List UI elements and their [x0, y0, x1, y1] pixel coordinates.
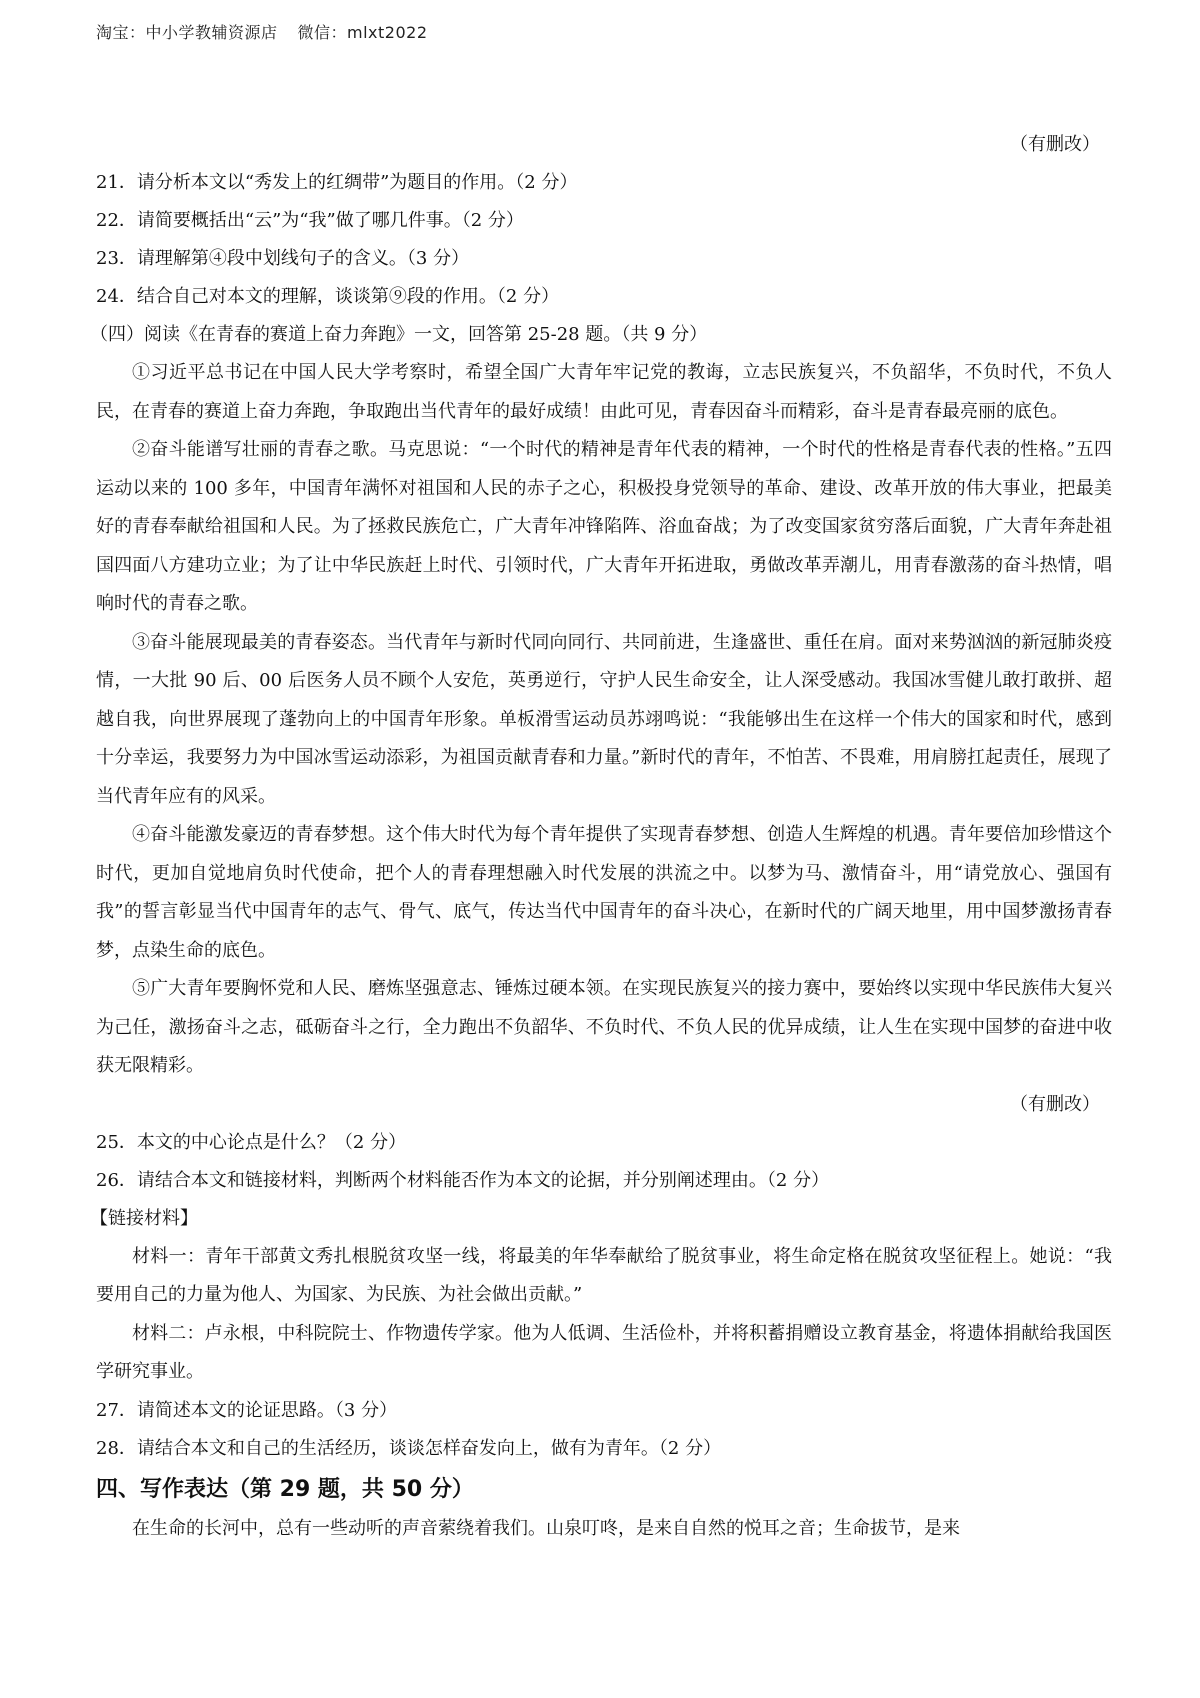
- material-1: 材料一：青年干部黄文秀扎根脱贫攻坚一线，将最美的年华奉献给了脱贫事业，将生命定格在脱贫攻坚征程上。她说：“我要用自己的力量为他人、为国家、为民族、为社会做出贡献。”: [96, 1245, 1112, 1305]
- question-25: 25．本文的中心论点是什么？（2 分）: [96, 1131, 407, 1153]
- paragraph-2: ②奋斗能谱写壮丽的青春之歌。马克思说：“一个时代的精神是青年代表的精神，一个时代的性格是青春代表的性格。”五四运动以来的 100 多年，中国青年满怀对祖国和人民的赤子之心，积极投身党领导的革命、建设、改革开放的伟大事业，把最美好的青春奉献给祖国和人民。为了拯救民族危亡，广大青年冲锋陷阵、浴血奋战；为了改变国家贫穷落后面貌，广大青年奔赴祖国四面八方建功立业；为了让中华民族赶上时代、引领时代，广大青年开拓进取，勇做改革弄潮儿，用青春激荡的奋斗热情，唱响时代的青春之歌。: [96, 439, 1112, 614]
- writing-prompt: 在生命的长河中，总有一些动听的声音萦绕着我们。山泉叮咚，是来自自然的悦耳之音；生命拔节，是来: [132, 1517, 960, 1539]
- document-body: [90, 126, 1112, 1548]
- question-28: 28．请结合本文和自己的生活经历，谈谈怎样奋发向上，做有为青年。（2 分）: [96, 1437, 722, 1459]
- link-material-heading: 【链接材料】: [90, 1207, 198, 1229]
- wechat-id: 微信：mlxt2022: [297, 23, 428, 42]
- paragraph-3: ③奋斗能展现最美的青春姿态。当代青年与新时代同向同行、共同前进，生逢盛世、重任在肩。面对来势汹汹的新冠肺炎疫情，一大批 90 后、00 后医务人员不顾个人安危，英勇逆行，守护人民生命安全，让人深受感动。我国冰雪健儿敢打敢拼、超越自我，向世界展现了蓬勃向上的中国青年形象。单板滑雪运动员苏翊鸣说：“我能够出生在这样一个伟大的国家和时代，感到十分幸运，我要努力为中国冰雪运动添彩，为祖国贡献青春和力量。”新时代的青年，不怕苦、不畏难，用肩膀扛起责任，展现了当代青年应有的风采。: [96, 631, 1112, 807]
- paragraph-4: ④奋斗能激发豪迈的青春梦想。这个伟大时代为每个青年提供了实现青春梦想、创造人生辉煌的机遇。青年要倍加珍惜这个时代，更加自觉地肩负时代使命，把个人的青春理想融入时代发展的洪流之中。以梦为马、激情奋斗，用“请党放心、强国有我”的誓言彰显当代中国青年的志气、骨气、底气，传达当代中国青年的奋斗决心，在新时代的广阔天地里，用中国梦激扬青春梦，点染生命的底色。: [96, 824, 1112, 961]
- material-2: 材料二：卢永根，中科院院士、作物遗传学家。他为人低调、生活俭朴，并将积蓄捐赠设立教育基金，将遗体捐献给我国医学研究事业。: [96, 1322, 1112, 1382]
- revision-note: （有删改）: [1010, 134, 1100, 155]
- paragraph-1: ①习近平总书记在中国人民大学考察时，希望全国广大青年牢记党的教诲，立志民族复兴，不负韶华，不负时代，不负人民，在青春的赛道上奋力奔跑，争取跑出当代青年的最好成绩！由此可见，青春因奋斗而精彩，奋斗是青春最亮丽的底色。: [96, 362, 1112, 422]
- writing-section-title: 四、写作表达（第 29 题，共 50 分）: [96, 1476, 474, 1502]
- question-24: 24．结合自己对本文的理解，谈谈第⑨段的作用。（2 分）: [96, 286, 560, 307]
- question-23: 23．请理解第④段中划线句子的含义。（3 分）: [96, 248, 470, 269]
- shop-name: 淘宝：中小学教辅资源店: [96, 23, 278, 42]
- question-26: 26．请结合本文和链接材料，判断两个材料能否作为本文的论据，并分别阐述理由。（2 分）: [96, 1169, 830, 1191]
- paragraph-5: ⑤广大青年要胸怀党和人民、磨炼坚强意志、锤炼过硬本领。在实现民族复兴的接力赛中，要始终以实现中华民族伟大复兴为己任，激扬奋斗之志，砥砺奋斗之行，全力跑出不负韶华、不负时代、不负人民的优异成绩，让人生在实现中国梦的奋进中收获无限精彩。: [96, 978, 1112, 1076]
- section-4-intro: （四）阅读《在青春的赛道上奋力奔跑》一文，回答第 25-28 题。（共 9 分）: [90, 324, 708, 345]
- page-header: [96, 20, 428, 43]
- question-21: 21．请分析本文以“秀发上的红绸带”为题目的作用。（2 分）: [96, 172, 578, 193]
- question-27: 27．请简述本文的论证思路。（3 分）: [96, 1399, 398, 1421]
- question-22: 22．请简要概括出“云”为“我”做了哪几件事。（2 分）: [96, 210, 524, 231]
- revision-note-2: （有删改）: [1010, 1093, 1100, 1115]
